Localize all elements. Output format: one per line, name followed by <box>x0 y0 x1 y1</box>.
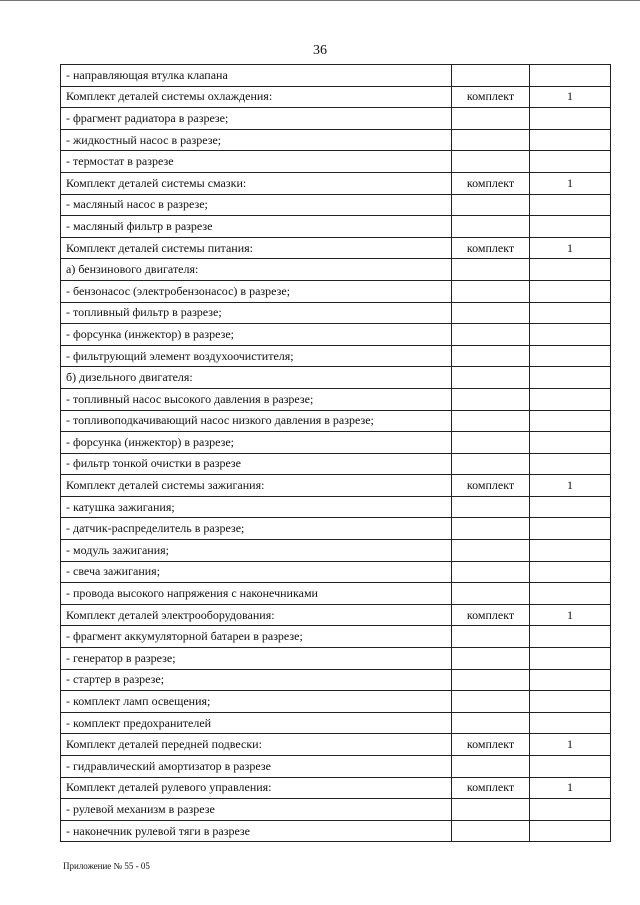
row-unit-cell: комплект <box>452 604 530 626</box>
row-name-cell: - модуль зажигания; <box>61 540 452 562</box>
table-row <box>61 669 611 691</box>
table-row <box>61 86 611 108</box>
row-quantity-cell <box>530 820 611 842</box>
row-unit-cell <box>452 65 530 87</box>
row-quantity-cell <box>530 194 611 216</box>
row-name-cell: - топливный фильтр в разрезе; <box>61 302 452 324</box>
table-row <box>61 151 611 173</box>
row-unit-cell <box>452 518 530 540</box>
row-unit-cell <box>452 453 530 475</box>
row-unit-cell: комплект <box>452 237 530 259</box>
row-quantity-cell <box>530 756 611 778</box>
row-unit-cell <box>452 302 530 324</box>
row-name-cell: - стартер в разрезе; <box>61 669 452 691</box>
row-unit-cell <box>452 583 530 605</box>
table-row <box>61 280 611 302</box>
table-row <box>61 129 611 151</box>
row-name-cell: - направляющая втулка клапана <box>61 65 452 87</box>
row-name-cell: Комплект деталей передней подвески: <box>61 734 452 756</box>
row-quantity-cell: 1 <box>530 604 611 626</box>
table-body <box>61 65 611 842</box>
row-name-cell: - фильтрующий элемент воздухоочистителя; <box>61 345 452 367</box>
table-row <box>61 172 611 194</box>
row-name-cell: Комплект деталей системы питания: <box>61 237 452 259</box>
row-quantity-cell <box>530 388 611 410</box>
row-unit-cell <box>452 712 530 734</box>
row-name-cell: - жидкостный насос в разрезе; <box>61 129 452 151</box>
row-name-cell: - датчик-распределитель в разрезе; <box>61 518 452 540</box>
table-row <box>61 540 611 562</box>
row-quantity-cell <box>530 129 611 151</box>
row-quantity-cell <box>530 626 611 648</box>
row-name-cell: - форсунка (инжектор) в разрезе; <box>61 324 452 346</box>
row-unit-cell <box>452 259 530 281</box>
table-row <box>61 237 611 259</box>
row-name-cell: - катушка зажигания; <box>61 496 452 518</box>
row-unit-cell <box>452 432 530 454</box>
row-quantity-cell <box>530 799 611 821</box>
row-unit-cell: комплект <box>452 734 530 756</box>
table-row <box>61 194 611 216</box>
row-quantity-cell: 1 <box>530 172 611 194</box>
table-row <box>61 453 611 475</box>
table-row <box>61 108 611 130</box>
row-name-cell: - свеча зажигания; <box>61 561 452 583</box>
table-row <box>61 691 611 713</box>
row-name-cell: - топливный насос высокого давления в разрезе; <box>61 388 452 410</box>
row-unit-cell <box>452 388 530 410</box>
row-name-cell: - генератор в разрезе; <box>61 648 452 670</box>
footer-note: Приложение № 55 - 05 <box>63 861 150 871</box>
row-quantity-cell: 1 <box>530 777 611 799</box>
row-name-cell: Комплект деталей системы охлаждения: <box>61 86 452 108</box>
row-unit-cell <box>452 151 530 173</box>
table-row <box>61 734 611 756</box>
row-name-cell: - фрагмент радиатора в разрезе; <box>61 108 452 130</box>
row-unit-cell <box>452 108 530 130</box>
row-quantity-cell <box>530 151 611 173</box>
row-name-cell: - фильтр тонкой очистки в разрезе <box>61 453 452 475</box>
row-name-cell: - провода высокого напряжения с наконечниками <box>61 583 452 605</box>
row-unit-cell <box>452 669 530 691</box>
row-unit-cell <box>452 626 530 648</box>
table-row <box>61 626 611 648</box>
row-name-cell: - рулевой механизм в разрезе <box>61 799 452 821</box>
row-name-cell: а) бензинового двигателя: <box>61 259 452 281</box>
table-row <box>61 799 611 821</box>
row-quantity-cell <box>530 496 611 518</box>
row-quantity-cell <box>530 648 611 670</box>
row-unit-cell <box>452 756 530 778</box>
table-row <box>61 345 611 367</box>
table-row <box>61 756 611 778</box>
row-name-cell: - масляный фильтр в разрезе <box>61 216 452 238</box>
table-row <box>61 712 611 734</box>
row-name-cell: Комплект деталей системы смазки: <box>61 172 452 194</box>
table-row <box>61 410 611 432</box>
row-unit-cell <box>452 194 530 216</box>
row-name-cell: - комплект предохранителей <box>61 712 452 734</box>
row-unit-cell <box>452 496 530 518</box>
row-name-cell: - бензонасос (электробензонасос) в разрезе; <box>61 280 452 302</box>
row-unit-cell <box>452 799 530 821</box>
row-quantity-cell <box>530 410 611 432</box>
table-row <box>61 302 611 324</box>
table-row <box>61 777 611 799</box>
row-unit-cell <box>452 410 530 432</box>
table-row <box>61 259 611 281</box>
table-row <box>61 518 611 540</box>
row-quantity-cell <box>530 367 611 389</box>
row-quantity-cell <box>530 540 611 562</box>
table-row <box>61 432 611 454</box>
row-quantity-cell <box>530 669 611 691</box>
row-unit-cell: комплект <box>452 475 530 497</box>
row-name-cell: - наконечник рулевой тяги в разрезе <box>61 820 452 842</box>
table-row <box>61 561 611 583</box>
row-unit-cell <box>452 820 530 842</box>
row-unit-cell <box>452 345 530 367</box>
row-quantity-cell <box>530 712 611 734</box>
row-name-cell: Комплект деталей рулевого управления: <box>61 777 452 799</box>
row-name-cell: - форсунка (инжектор) в разрезе; <box>61 432 452 454</box>
row-name-cell: Комплект деталей электрооборудования: <box>61 604 452 626</box>
row-quantity-cell <box>530 302 611 324</box>
row-quantity-cell <box>530 259 611 281</box>
row-quantity-cell <box>530 108 611 130</box>
row-quantity-cell <box>530 324 611 346</box>
row-quantity-cell: 1 <box>530 237 611 259</box>
row-quantity-cell <box>530 583 611 605</box>
row-unit-cell <box>452 540 530 562</box>
row-quantity-cell <box>530 216 611 238</box>
table-row <box>61 475 611 497</box>
row-unit-cell: комплект <box>452 86 530 108</box>
row-unit-cell <box>452 216 530 238</box>
row-unit-cell: комплект <box>452 172 530 194</box>
row-quantity-cell <box>530 561 611 583</box>
table-row <box>61 648 611 670</box>
row-unit-cell <box>452 691 530 713</box>
row-name-cell: - топливоподкачивающий насос низкого давления в разрезе; <box>61 410 452 432</box>
row-quantity-cell <box>530 432 611 454</box>
table-row <box>61 604 611 626</box>
row-name-cell: б) дизельного двигателя: <box>61 367 452 389</box>
row-unit-cell <box>452 367 530 389</box>
row-name-cell: - масляный насос в разрезе; <box>61 194 452 216</box>
row-quantity-cell <box>530 518 611 540</box>
row-unit-cell <box>452 324 530 346</box>
row-unit-cell <box>452 129 530 151</box>
row-quantity-cell <box>530 345 611 367</box>
row-quantity-cell: 1 <box>530 734 611 756</box>
table-row <box>61 496 611 518</box>
table-row <box>61 388 611 410</box>
table-row <box>61 820 611 842</box>
row-quantity-cell <box>530 453 611 475</box>
row-name-cell: Комплект деталей системы зажигания: <box>61 475 452 497</box>
row-quantity-cell: 1 <box>530 475 611 497</box>
row-name-cell: - комплект ламп освещения; <box>61 691 452 713</box>
row-unit-cell: комплект <box>452 777 530 799</box>
table-row <box>61 367 611 389</box>
row-quantity-cell <box>530 280 611 302</box>
row-quantity-cell <box>530 691 611 713</box>
parts-table <box>60 64 611 842</box>
page-number: 36 <box>313 43 327 58</box>
row-name-cell: - термостат в разрезе <box>61 151 452 173</box>
row-unit-cell <box>452 648 530 670</box>
table-row <box>61 324 611 346</box>
row-unit-cell <box>452 280 530 302</box>
top-rule <box>0 0 640 1</box>
table-row <box>61 583 611 605</box>
table-row <box>61 65 611 87</box>
row-quantity-cell <box>530 65 611 87</box>
row-unit-cell <box>452 561 530 583</box>
row-name-cell: - фрагмент аккумуляторной батареи в разрезе; <box>61 626 452 648</box>
row-quantity-cell: 1 <box>530 86 611 108</box>
row-name-cell: - гидравлический амортизатор в разрезе <box>61 756 452 778</box>
table-row <box>61 216 611 238</box>
